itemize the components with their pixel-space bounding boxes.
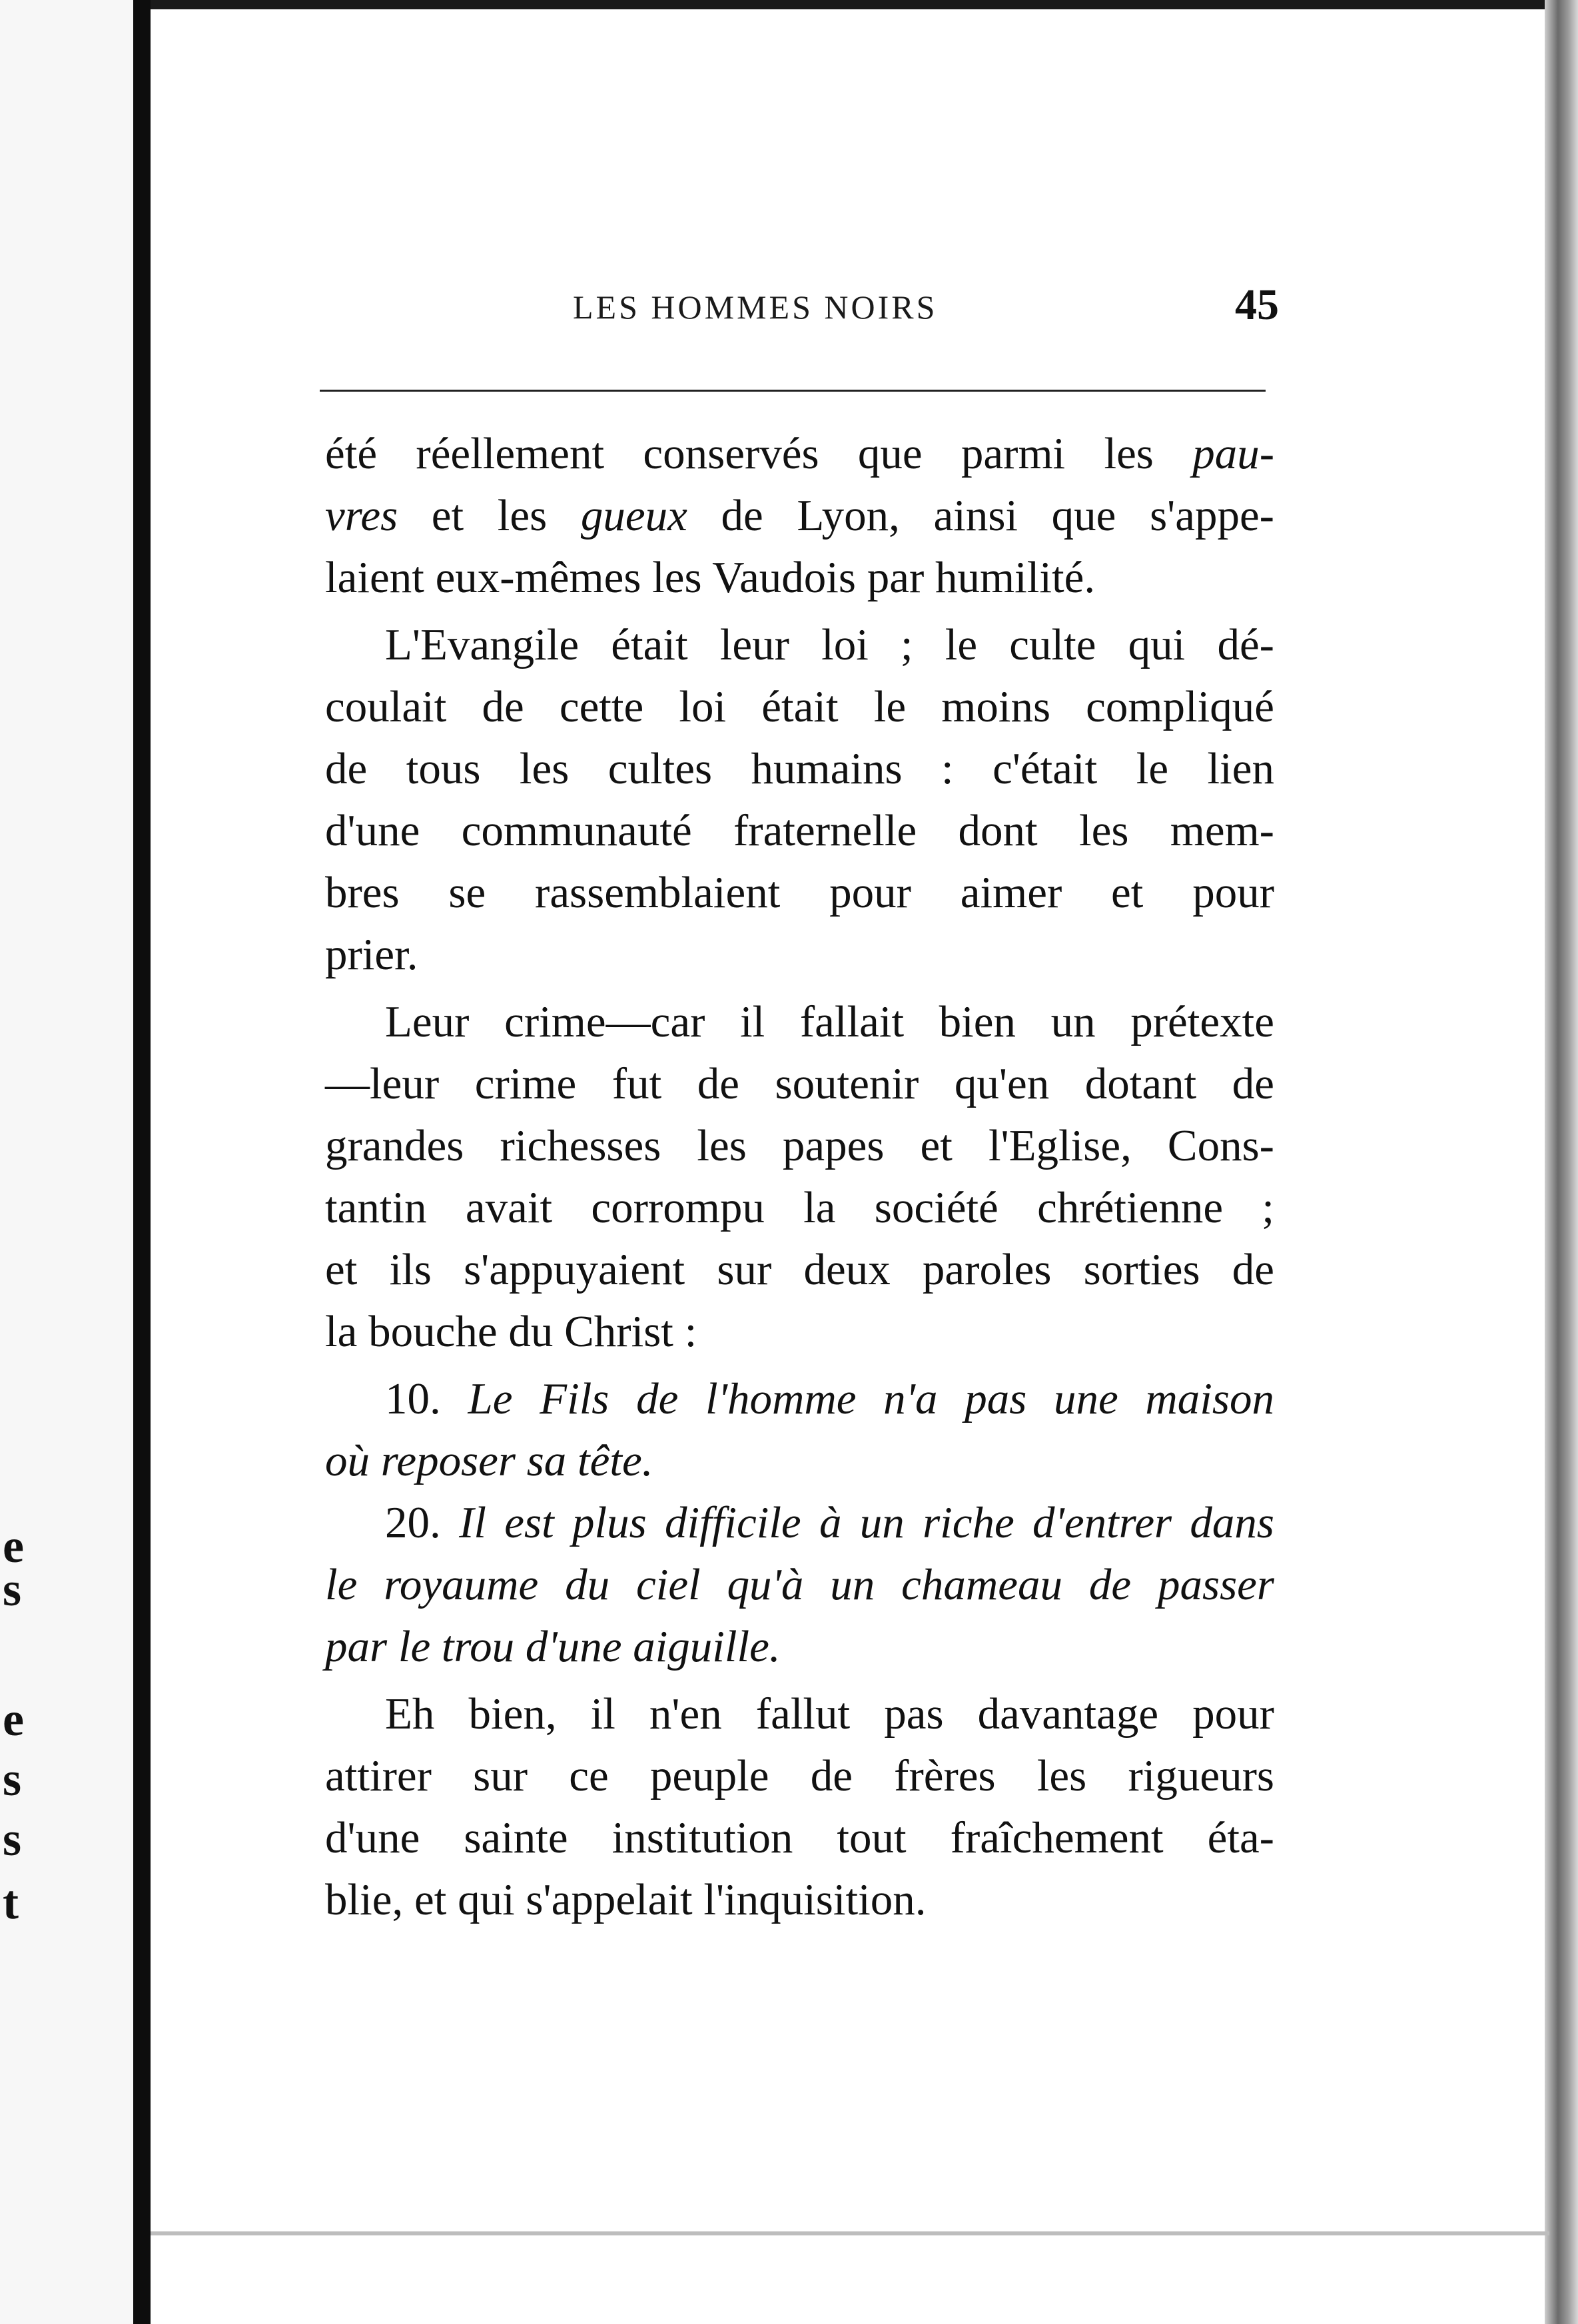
text-line: de tous les cultes humains : c'était le lien (325, 744, 1274, 793)
text-line: L'Evangile était leur loi ; le culte qui dé- (385, 620, 1274, 669)
italic-run: Le Fils de l'homme n'a pas une maison (468, 1374, 1274, 1423)
page-number: 45 (1235, 280, 1279, 329)
italic-run: vres (325, 491, 398, 540)
text-line: tantin avait corrompu la société chrétienne ; (325, 1183, 1274, 1232)
text-line: coulait de cette loi était le moins compliqué (325, 682, 1274, 731)
text-line: d'une communauté fraternelle dont les mem- (325, 806, 1274, 855)
citation-line (325, 1368, 1274, 1430)
citation-number: 20. (385, 1498, 460, 1547)
text-line: prier. (325, 930, 418, 979)
body-text (325, 423, 1274, 1931)
scan-border-top (133, 0, 1552, 9)
citation-number: 10. (385, 1374, 468, 1423)
text-line: grandes richesses les papes et l'Eglise, Cons- (325, 1121, 1274, 1170)
text-line (325, 485, 1274, 547)
text-line: et ils s'appuyaient sur deux paroles sorties de (325, 1245, 1274, 1294)
text-line: —leur crime fut de soutenir qu'en dotant de (325, 1059, 1274, 1108)
text-line: la bouche du Christ : (325, 1307, 697, 1356)
citation-line: où reposer sa tête. (325, 1436, 653, 1485)
citation-line: par le trou d'une aiguille. (325, 1622, 781, 1671)
running-head (320, 280, 1292, 341)
italic-run: Il est plus difficile à un riche d'entrer dans (459, 1498, 1275, 1547)
text-line: Eh bien, il n'en fallut pas davantage pour (385, 1689, 1274, 1739)
citation-line (325, 1492, 1274, 1554)
header-rule (320, 390, 1266, 392)
facing-page-fragment: e (3, 1693, 24, 1746)
text-line: Leur crime—car il fallait bien un prétexte (385, 997, 1274, 1046)
text-line: laient eux-mêmes les Vaudois par humilité. (325, 553, 1096, 602)
facing-page-fragment: e (3, 1519, 24, 1573)
text-line: bres se rassemblaient pour aimer et pour (325, 868, 1274, 917)
text-run: de Lyon, ainsi que s'appe- (687, 491, 1274, 540)
text-run: été réellement conservés que parmi les (325, 429, 1193, 478)
italic-run: gueux (580, 491, 687, 540)
facing-page-edge (0, 0, 133, 2324)
text-line (325, 423, 1274, 485)
text-line: d'une sainte institution tout fraîchement éta- (325, 1813, 1274, 1862)
book-spine (133, 0, 151, 2324)
italic-run: pau- (1192, 429, 1274, 478)
facing-page-fragment: s (3, 1752, 22, 1806)
facing-page-fragment: s (3, 1812, 22, 1866)
text-run: et les (398, 491, 581, 540)
text-line: attirer sur ce peuple de frères les rigueurs (325, 1751, 1274, 1800)
page-edge-right (1545, 0, 1578, 2324)
running-title: LES HOMMES NOIRS (573, 288, 938, 326)
text-line: blie, et qui s'appelait l'inquisition. (325, 1875, 927, 1924)
page-edge-bottom (151, 2231, 1549, 2235)
facing-page-fragment: t (3, 1876, 19, 1929)
citation-line: le royaume du ciel qu'à un chameau de passer (325, 1560, 1274, 1609)
facing-page-fragment: s (3, 1563, 22, 1616)
